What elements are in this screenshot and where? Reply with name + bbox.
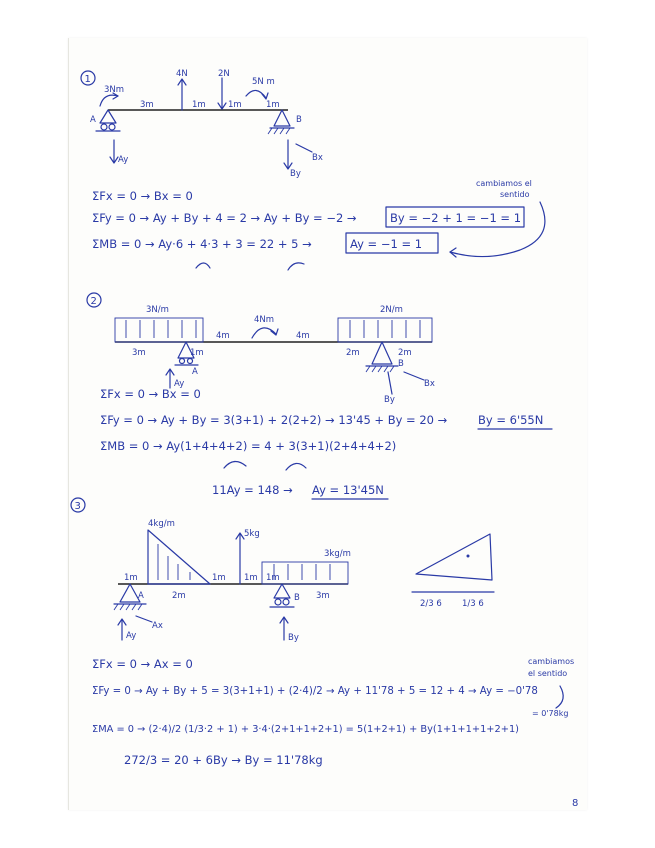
problem-2 <box>87 293 552 499</box>
dim-2-0: 3m <box>132 348 146 358</box>
problem-3 <box>71 498 574 767</box>
dim-1-2: 1m <box>228 100 242 110</box>
support-a-1-label: A <box>90 115 96 125</box>
dim-3-3: 1m <box>244 573 258 583</box>
dist-load-3-label: 3kg/m <box>324 549 351 559</box>
note-1-line2: sentido <box>500 190 530 199</box>
eq-2-result: 11Ay = 148 → <box>212 483 293 497</box>
support-b-2 <box>372 342 392 364</box>
eq-3-fy: ΣFy = 0 → Ay + By + 5 = 3(3+1+1) + (2·4)/2 → Ay + 11'78 + 5 = 12 + 4 → Ay = −0'78 <box>92 686 538 697</box>
dim-1-0: 3m <box>140 100 154 110</box>
eq-1-mb: ΣMB = 0 → Ay·6 + 4·3 + 3 = 22 + 5 → <box>92 237 312 251</box>
force-5kg-label: 5kg <box>244 529 260 539</box>
dist-load-right-label: 2N/m <box>380 305 403 315</box>
eq-2-fx: ΣFx = 0 → Bx = 0 <box>100 387 201 401</box>
support-a-1 <box>100 110 116 123</box>
support-b-1 <box>274 110 290 126</box>
moment-5nm-label: 5N m <box>252 77 275 87</box>
reaction-ay-1: Ay <box>118 155 129 165</box>
dist-load-left <box>115 318 203 342</box>
moment-3nm-arrow <box>100 95 118 106</box>
problem-1-number: 1 <box>84 74 91 85</box>
side-sketch-d1: 2/3 6 <box>420 599 442 609</box>
support-b-2-label: B <box>398 359 404 369</box>
dim-3-1: 2m <box>172 591 186 601</box>
support-a-3-label: A <box>138 591 144 601</box>
problem-2-number: 2 <box>90 296 97 307</box>
eq-2-mb: ΣMB = 0 → Ay(1+4+4+2) = 4 + 3(3+1)(2+4+4+2) <box>100 439 397 453</box>
dim-2-5: 2m <box>398 348 412 358</box>
side-sketch-d2: 1/3 6 <box>462 599 484 609</box>
boxed-by-1-text: By = −2 + 1 = −1 = 1 <box>390 211 522 225</box>
dim-2-2: 4m <box>216 331 230 341</box>
support-b-3 <box>274 584 290 598</box>
eq-1-fx: ΣFx = 0 → Bx = 0 <box>92 189 193 203</box>
dist-load-left-label: 3N/m <box>146 305 169 315</box>
dim-2-4: 2m <box>346 348 360 358</box>
eq-3-result: 272/3 = 20 + 6By → By = 11'78kg <box>124 753 323 767</box>
reaction-bx-2: Bx <box>424 379 435 389</box>
reaction-ay-2: Ay <box>174 379 185 389</box>
problem-1 <box>81 69 545 270</box>
eq-3-ma: ΣMA = 0 → (2·4)/2 (1/3·2 + 1) + 3·4·(2+1+1+2+1) = 5(1+2+1) + By(1+1+1+1+2+1) <box>92 724 520 735</box>
reaction-ax-3: Ax <box>152 621 163 631</box>
triangular-load <box>148 530 210 584</box>
result-by-2: By = 6'55N <box>478 413 544 427</box>
page-number: 8 <box>572 798 579 809</box>
side-triangle-sketch <box>416 534 492 580</box>
support-b-1-label: B <box>296 115 302 125</box>
problem-3-number: 3 <box>74 501 81 512</box>
boxed-ay-1-text: Ay = −1 = 1 <box>350 237 423 251</box>
note-3-line1: cambiamos <box>528 657 575 666</box>
reaction-by-2: By <box>384 395 395 405</box>
force-4n-label: 4N <box>176 69 188 79</box>
dist-load-right <box>338 318 432 342</box>
force-2n-label: 2N <box>218 69 230 79</box>
support-b-3-label: B <box>294 593 300 603</box>
dim-1-3: 1m <box>266 100 280 110</box>
reaction-bx-1: Bx <box>312 153 323 163</box>
dim-3-4: 1m <box>266 573 280 583</box>
moment-3nm-label: 3Nm <box>104 85 125 95</box>
dim-2-1: 1m <box>190 348 204 358</box>
moment-4nm-arrow <box>252 328 276 338</box>
note-3-line2: el sentido <box>528 669 568 678</box>
eq-1-fy: ΣFy = 0 → Ay + By + 4 = 2 → Ay + By = −2 → <box>92 211 357 225</box>
note-3-line3: = 0'78kg <box>532 709 569 718</box>
reaction-by-3: By <box>288 633 299 643</box>
dim-3-2: 1m <box>212 573 226 583</box>
support-a-2-label: A <box>192 367 198 377</box>
moment-5nm-arrow <box>246 90 266 98</box>
note-1-line1: cambiamos el <box>476 179 532 188</box>
dim-1-1: 1m <box>192 100 206 110</box>
eq-2-fy: ΣFy = 0 → Ay + By = 3(3+1) + 2(2+2) → 13'45 + By = 20 → <box>100 413 448 427</box>
dim-3-5: 3m <box>316 591 330 601</box>
reaction-by-1: By <box>290 169 301 179</box>
dim-3-0: 1m <box>124 573 138 583</box>
triangular-load-label: 4kg/m <box>148 519 175 529</box>
result-ay-2: Ay = 13'45N <box>312 483 384 497</box>
support-a-3 <box>120 584 140 602</box>
moment-4nm-label: 4Nm <box>254 315 275 325</box>
eq-3-fx: ΣFx = 0 → Ax = 0 <box>92 657 193 671</box>
dim-2-3: 4m <box>296 331 310 341</box>
reaction-ay-3: Ay <box>126 631 137 641</box>
